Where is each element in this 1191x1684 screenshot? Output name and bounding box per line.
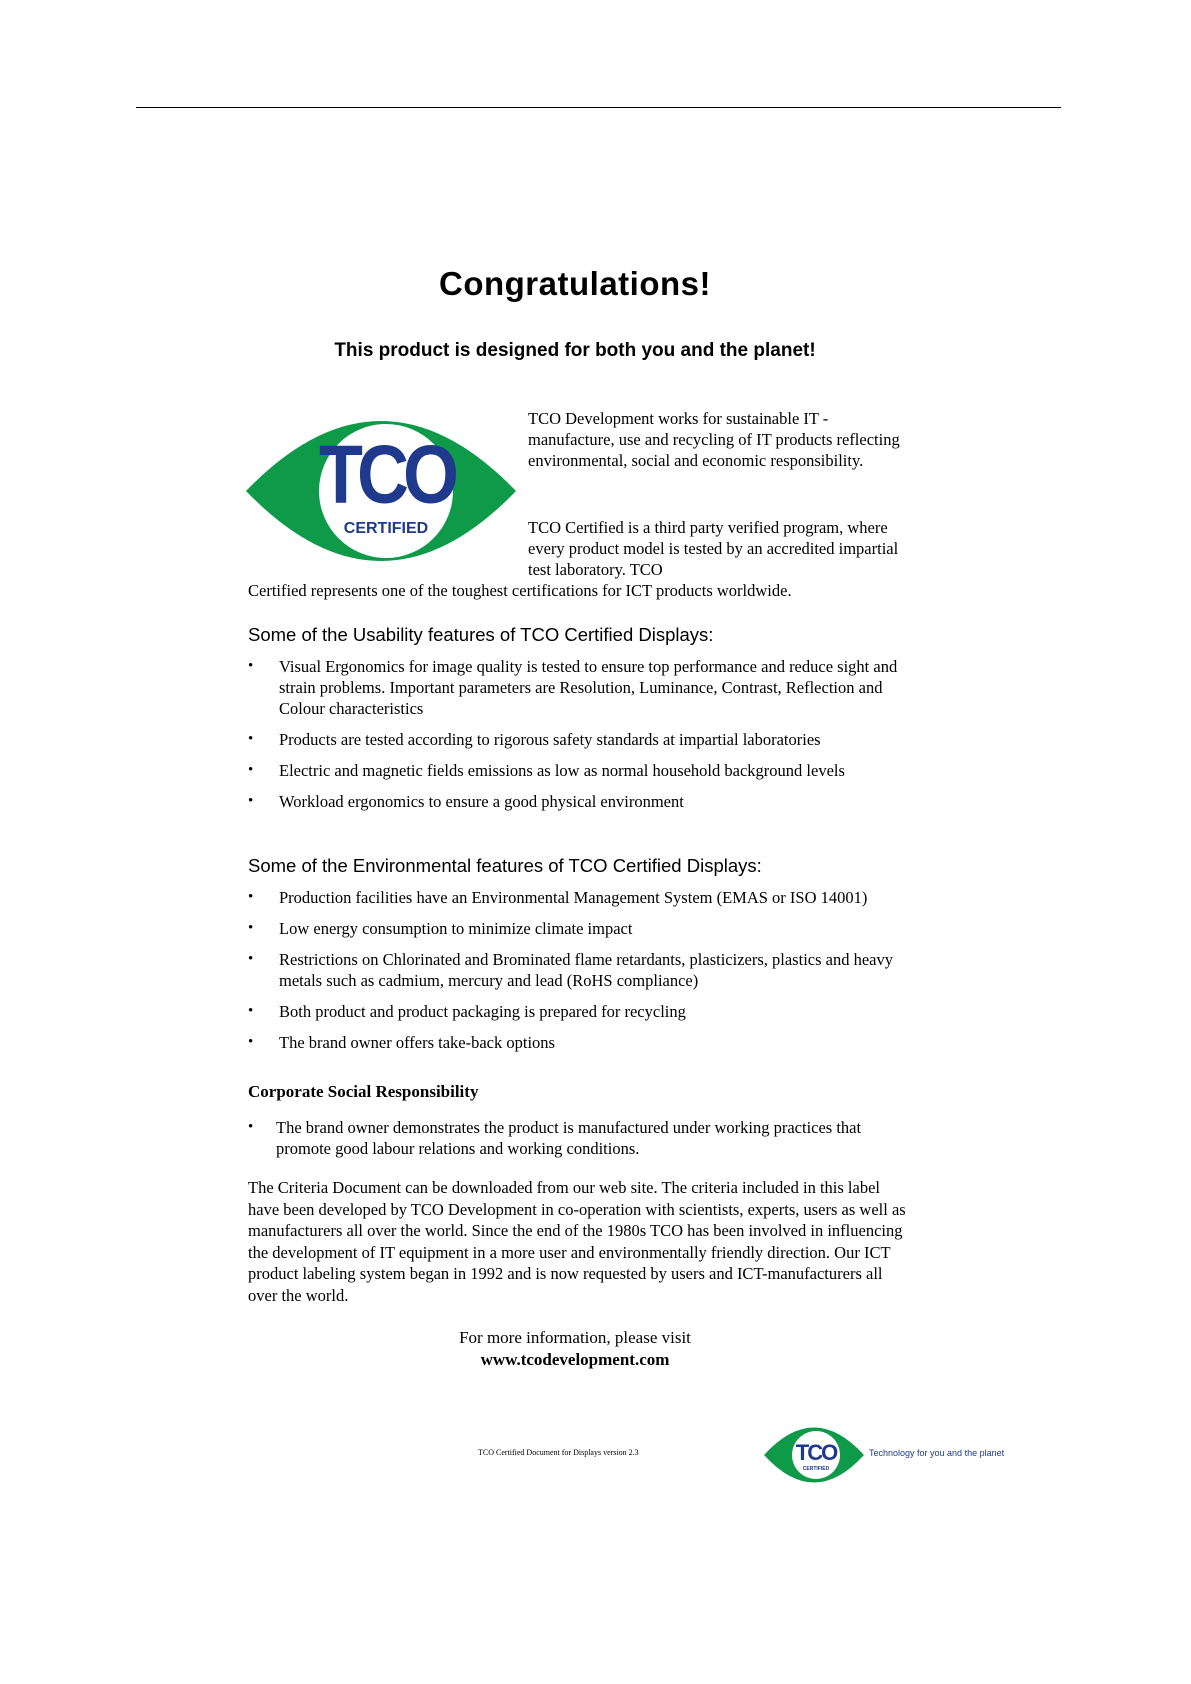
footer-doc-version: TCO Certified Document for Displays version 2.3 bbox=[478, 1448, 639, 1457]
more-info-text: For more information, please visit bbox=[459, 1328, 691, 1347]
criteria-paragraph: The Criteria Document can be downloaded from our web site. The criteria included in this label have been developed by TCO Development in co-operation with scientists, experts, users as well as manufacturers all over the world. Since the end of the 1980s TCO has been involved in influencing the development of IT equipment in a more user and environmentally friendly direction. Our ICT product labeling system began in 1992 and is now requested by users and ICT-manufacturers all over the world. bbox=[248, 1178, 906, 1305]
website-link[interactable]: www.tcodevelopment.com bbox=[480, 1350, 670, 1369]
list-item: • Workload ergonomics to ensure a good physical environment bbox=[248, 791, 908, 812]
intro-paragraph-2: TCO Certified is a third party verified program, where every product model is tested by an accredited impartial test laboratory. TCO bbox=[528, 518, 899, 579]
list-item: • Both product and product packaging is prepared for recycling bbox=[248, 1001, 908, 1022]
environmental-heading: Some of the Environmental features of TCO Certified Displays: bbox=[248, 855, 762, 876]
csr-list bbox=[248, 1117, 908, 1159]
page-title: Congratulations! bbox=[439, 265, 711, 302]
list-item: • Production facilities have an Environmental Management System (EMAS or ISO 14001) bbox=[248, 887, 908, 908]
intro-paragraph-2-continued: Certified represents one of the toughest certifications for ICT products worldwide. bbox=[248, 581, 792, 600]
list-item: • Products are tested according to rigorous safety standards at impartial laboratories bbox=[248, 729, 908, 750]
tco-certified-logo bbox=[246, 406, 516, 576]
top-rule bbox=[136, 107, 1061, 108]
list-item: • Low energy consumption to minimize climate impact bbox=[248, 918, 908, 939]
footer-tagline: Technology for you and the planet bbox=[869, 1448, 1005, 1458]
csr-heading: Corporate Social Responsibility bbox=[248, 1082, 479, 1101]
usability-heading: Some of the Usability features of TCO Certified Displays: bbox=[248, 624, 714, 645]
list-item: • The brand owner offers take-back options bbox=[248, 1032, 908, 1053]
list-item: • Electric and magnetic fields emissions as low as normal household background levels bbox=[248, 760, 908, 781]
logo-mark: TCO bbox=[795, 1440, 837, 1465]
usability-list bbox=[248, 656, 908, 812]
logo-caption: CERTIFIED bbox=[343, 520, 429, 537]
list-item: • The brand owner demonstrates the product is manufactured under working practices that promote good labour relations and working conditions. bbox=[248, 1117, 908, 1159]
more-info bbox=[0, 1327, 1150, 1371]
environmental-list bbox=[248, 887, 908, 1053]
list-item: • Visual Ergonomics for image quality is tested to ensure top performance and reduce sight and strain problems. Important parameters are Resolution, Luminance, Contrast, Reflection and Colour characteristics bbox=[248, 656, 908, 719]
logo-mark: TCO bbox=[319, 428, 453, 521]
page-subtitle: This product is designed for both you and the planet! bbox=[334, 340, 816, 361]
list-item: • Restrictions on Chlorinated and Brominated flame retardants, plasticizers, plastics and heavy metals such as cadmium, mercury and lead (RoHS compliance) bbox=[248, 949, 908, 991]
intro-paragraph-1: TCO Development works for sustainable IT - manufacture, use and recycling of IT products reflecting environmental, social and economic responsibility. bbox=[528, 409, 900, 470]
logo-caption: CERTIFIED bbox=[802, 1466, 830, 1472]
tco-certified-small-logo bbox=[764, 1422, 864, 1488]
